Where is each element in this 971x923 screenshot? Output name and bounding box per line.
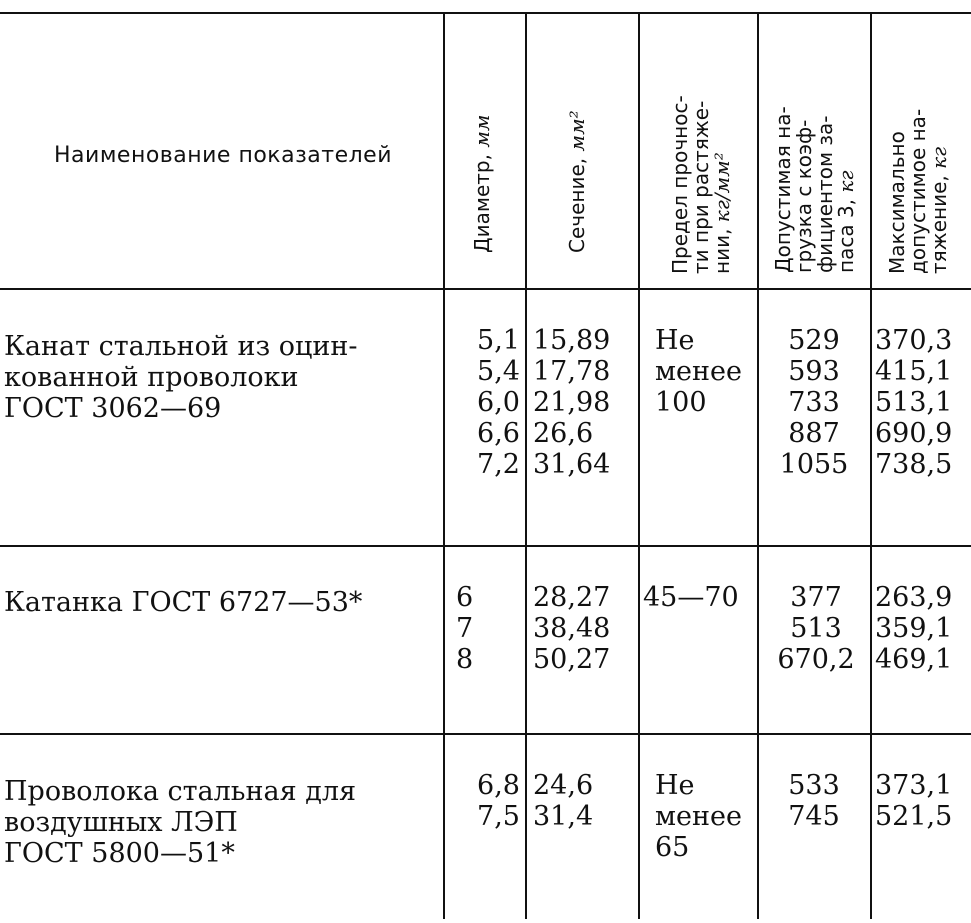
header-load [773, 23, 865, 281]
column-divider-4 [757, 14, 759, 919]
cell-text: 593 [788, 356, 840, 387]
table-row-2-section [533, 582, 610, 675]
column-divider-3 [638, 14, 640, 919]
header-section-unit: мм² [565, 110, 589, 152]
cell-text: 263,9 [875, 582, 953, 613]
header-strength-line3: нии, [710, 228, 734, 274]
cell-text: 45—70 [643, 582, 739, 613]
table-row-2-load [762, 582, 870, 675]
header-load-line1: Допустимая на- [771, 106, 795, 273]
table-row-3-load [762, 770, 866, 832]
table-row-1-load [762, 325, 866, 480]
cell-text: 6,0 [477, 387, 520, 418]
header-tension-line3: тяжение, [927, 175, 951, 274]
header-tension-unit: кг [927, 146, 951, 169]
cell-text: 373,1 [875, 770, 953, 801]
cell-text: 887 [788, 418, 840, 449]
cell-text: 359,1 [875, 613, 953, 644]
header-section-label: Сечение, [565, 157, 589, 253]
cell-text: 7,2 [477, 449, 520, 480]
table-row-1-section [533, 325, 610, 480]
cell-text: 377 [790, 582, 842, 613]
table-row-3-section [533, 770, 593, 832]
header-tension-line2: допустимое на- [906, 108, 930, 274]
table-row-2-diameter [456, 582, 473, 675]
header-name [0, 14, 446, 296]
header-diameter-label: Диаметр, [470, 154, 494, 253]
cell-text: 28,27 [533, 582, 611, 613]
cell-text: 5,4 [477, 356, 520, 387]
cell-text: 670,2 [777, 644, 855, 675]
table-row-3-name [4, 776, 356, 869]
cell-text: 415,1 [875, 356, 953, 387]
cell-text: кованной проволоки [4, 362, 299, 393]
table-row-3-strength [655, 770, 742, 863]
cell-text: 690,9 [875, 418, 953, 449]
cell-text: 1055 [779, 449, 849, 480]
header-strength [670, 24, 740, 282]
cell-text: ГОСТ 5800—51* [4, 838, 235, 869]
cell-text: 5,1 [477, 325, 520, 356]
cell-text: Не [655, 770, 695, 801]
cell-text: 31,4 [533, 801, 594, 832]
cell-text: 6,6 [477, 418, 520, 449]
table-row-1-strength [655, 325, 742, 418]
cell-text: 738,5 [875, 449, 953, 480]
cell-text: Не [655, 325, 695, 356]
cell-text: 7,5 [477, 801, 520, 832]
header-strength-line1: Предел прочнос- [668, 95, 692, 274]
cell-text: 733 [788, 387, 840, 418]
cell-text: 7 [456, 613, 474, 644]
row-separator-2 [0, 733, 971, 735]
table-row-1-tension [875, 325, 952, 480]
cell-text: 469,1 [875, 644, 953, 675]
table-row-2-name [4, 587, 362, 618]
header-strength-line2: ти при растяже- [689, 100, 713, 274]
header-diameter [472, 33, 508, 263]
cell-text: 8 [456, 644, 474, 675]
header-load-line2: грузка с коэф- [792, 119, 816, 273]
cell-text: 21,98 [533, 387, 611, 418]
header-diameter-unit: мм [470, 114, 494, 148]
cell-text: 370,3 [875, 325, 953, 356]
table-row-3-tension [875, 770, 952, 832]
cell-text: ГОСТ 3062—69 [4, 393, 222, 424]
cell-text: менее [655, 801, 742, 832]
header-load-unit: кг [834, 170, 858, 193]
cell-text: 745 [788, 801, 840, 832]
header-tension [887, 24, 957, 282]
cell-text: Катанка ГОСТ 6727—53* [4, 587, 363, 618]
cell-text: менее [655, 356, 742, 387]
header-load-line3: фициентом за- [813, 115, 837, 273]
cell-text: Канат стальной из оцин- [4, 331, 358, 362]
cell-text: 15,89 [533, 325, 611, 356]
cell-text: 65 [655, 832, 690, 863]
header-section [567, 33, 603, 263]
cell-text: 6 [456, 582, 474, 613]
cell-text: 513,1 [875, 387, 953, 418]
cell-text: 533 [788, 770, 840, 801]
table-row-2-strength [643, 582, 739, 613]
table-row-1-diameter [450, 325, 520, 480]
cell-text: 31,64 [533, 449, 611, 480]
cell-text: 24,6 [533, 770, 594, 801]
cell-text: 17,78 [533, 356, 611, 387]
cell-text: воздушных ЛЭП [4, 807, 238, 838]
header-tension-line1: Максимально [885, 131, 909, 274]
header-strength-unit: кг/мм² [710, 152, 734, 223]
table-row-2-tension [875, 582, 952, 675]
row-separator-1 [0, 545, 971, 547]
cell-text: 521,5 [875, 801, 953, 832]
cell-text: 6,8 [477, 770, 520, 801]
header-name-text: Наименование показателей [54, 142, 392, 168]
cell-text: 38,48 [533, 613, 611, 644]
table-row-1-name [4, 331, 357, 424]
column-divider-5 [870, 14, 872, 919]
cell-text: 100 [655, 387, 707, 418]
cell-text: 513 [790, 613, 842, 644]
cell-text: Проволока стальная для [4, 776, 357, 807]
cell-text: 529 [788, 325, 840, 356]
cell-text: 26,6 [533, 418, 594, 449]
column-divider-2 [525, 14, 527, 919]
header-load-line4: паса 3, [834, 198, 858, 273]
table-row-3-diameter [450, 770, 520, 832]
cell-text: 50,27 [533, 644, 611, 675]
